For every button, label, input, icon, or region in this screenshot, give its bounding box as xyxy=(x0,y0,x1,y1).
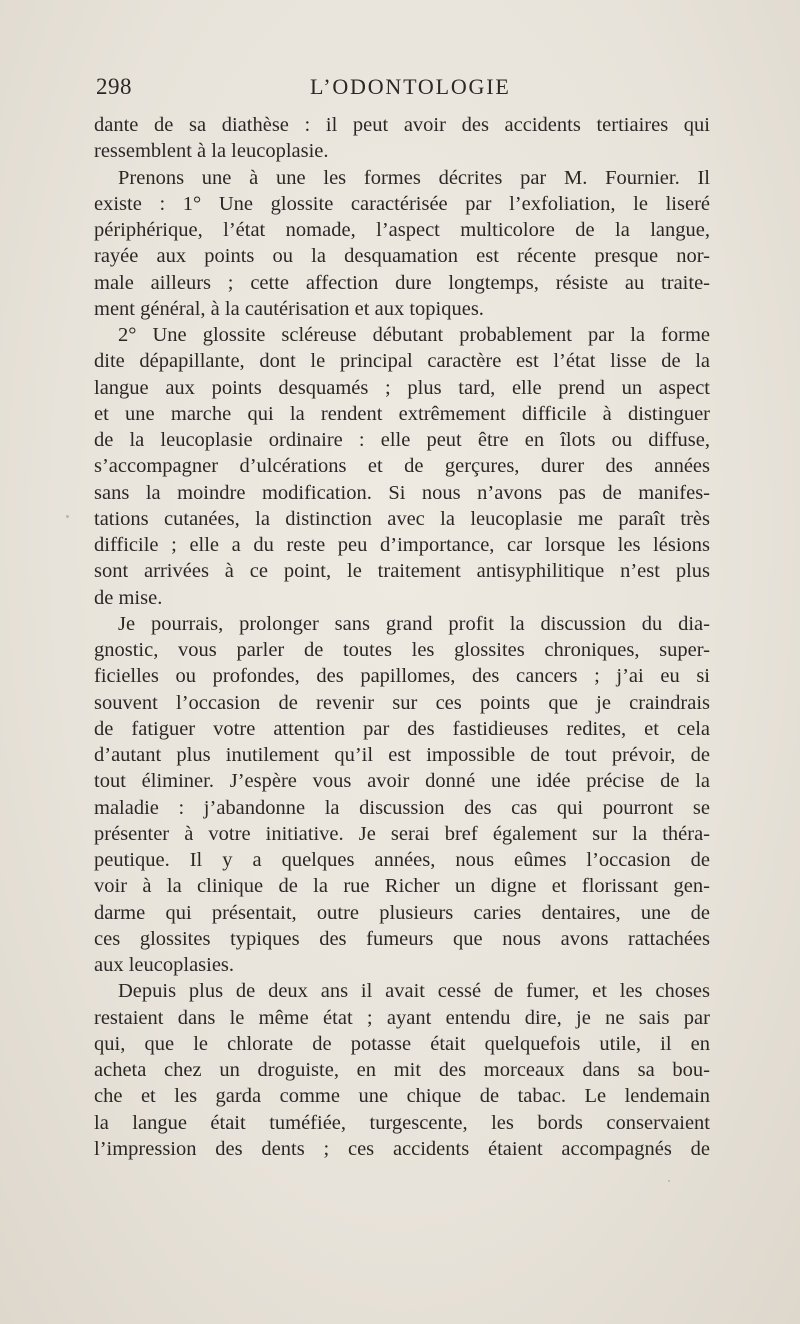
text-line: acheta chez un droguiste, en mit des morceaux dans sa bou- xyxy=(94,1059,710,1081)
text-line: gnostic, vous parler de toutes les glossites chroniques, super- xyxy=(94,639,710,661)
text-line: Prenons une à une les formes décrites par M. Fournier. Il xyxy=(118,166,710,189)
text-line: de fatiguer votre attention par des fastidieuses redites, et cela xyxy=(94,717,710,740)
text-line: che et les garda comme une chique de tabac. Le lendemain xyxy=(94,1085,710,1108)
text-line: s’accompagner d’ulcérations et de gerçures, durer des années xyxy=(94,455,710,478)
text-line: ment général, à la cautérisation et aux topiques. xyxy=(94,297,484,320)
text-line: de la leucoplasie ordinaire : elle peut être en îlots ou diffuse, xyxy=(94,429,710,451)
body-text xyxy=(94,112,710,1162)
page-header xyxy=(96,72,710,106)
text-line: dante de sa diathèse : il peut avoir des accidents tertiaires qui xyxy=(94,114,710,136)
text-line: de mise. xyxy=(94,586,163,609)
text-line: dite dépapillante, dont le principal caractère est l’état lisse de la xyxy=(94,350,710,373)
text-line: présenter à votre initiative. Je serai bref également sur la théra- xyxy=(94,822,710,845)
text-line: ficielles ou profondes, des papillomes, des cancers ; j’ai eu si xyxy=(94,665,710,688)
text-line: qui, que le chlorate de potasse était quelquefois utile, il en xyxy=(94,1032,710,1055)
text-line: la langue était tuméfiée, turgescente, les bords conservaient xyxy=(94,1111,710,1134)
text-line: tout éliminer. J’espère vous avoir donné une idée précise de la xyxy=(94,770,710,793)
text-line: maladie : j’abandonne la discussion des cas qui pourront se xyxy=(94,796,710,819)
text-line: ressemblent à la leucoplasie. xyxy=(94,140,329,163)
text-line: peutique. Il y a quelques années, nous eûmes l’occasion de xyxy=(94,849,710,871)
text-line: Je pourrais, prolonger sans grand profit la discussion du dia- xyxy=(118,612,710,635)
text-line: langue aux points desquamés ; plus tard, elle prend un aspect xyxy=(94,376,710,399)
text-line: l’impression des dents ; ces accidents étaient accompagnés de xyxy=(94,1137,710,1160)
page-number: 298 xyxy=(96,74,132,99)
text-line: sans la moindre modification. Si nous n’avons pas de manifes- xyxy=(94,481,710,504)
text-line: périphérique, l’état nomade, l’aspect multicolore de la langue, xyxy=(94,219,710,241)
text-line: Depuis plus de deux ans il avait cessé de fumer, et les choses xyxy=(118,980,710,1003)
text-line: difficile ; elle a du reste peu d’importance, car lorsque les lésions xyxy=(94,534,710,556)
text-line: d’autant plus inutilement qu’il est impossible de tout prévoir, de xyxy=(94,744,710,766)
text-line: male ailleurs ; cette affection dure longtemps, résiste au traite- xyxy=(94,271,710,294)
text-line: 2° Une glossite scléreuse débutant probablement par la forme xyxy=(118,324,710,346)
text-line: voir à la clinique de la rue Richer un digne et florissant gen- xyxy=(94,875,710,898)
text-line: ces glossites typiques des fumeurs que nous avons rattachées xyxy=(94,927,710,950)
running-title: L’ODONTOLOGIE xyxy=(310,74,511,99)
text-line: restaient dans le même état ; ayant entendu dire, je ne sais par xyxy=(94,1006,710,1029)
text-line: souvent l’occasion de revenir sur ces points que je craindrais xyxy=(94,691,710,714)
paper-speck xyxy=(668,1180,670,1182)
text-line: rayée aux points ou la desquamation est récente presque nor- xyxy=(94,245,710,268)
text-line: tations cutanées, la distinction avec la leucoplasie me paraît très xyxy=(94,507,710,530)
text-line: existe : 1° Une glossite caractérisée par l’exfoliation, le liseré xyxy=(94,192,710,215)
text-line: et une marche qui la rendent extrêmement difficile à distinguer xyxy=(94,402,710,425)
paper-speck xyxy=(66,515,69,518)
text-line: aux leucoplasies. xyxy=(94,954,235,976)
text-line: darme qui présentait, outre plusieurs caries dentaires, une de xyxy=(94,901,710,924)
text-line: sont arrivées à ce point, le traitement antisyphilitique n’est plus xyxy=(94,560,710,583)
